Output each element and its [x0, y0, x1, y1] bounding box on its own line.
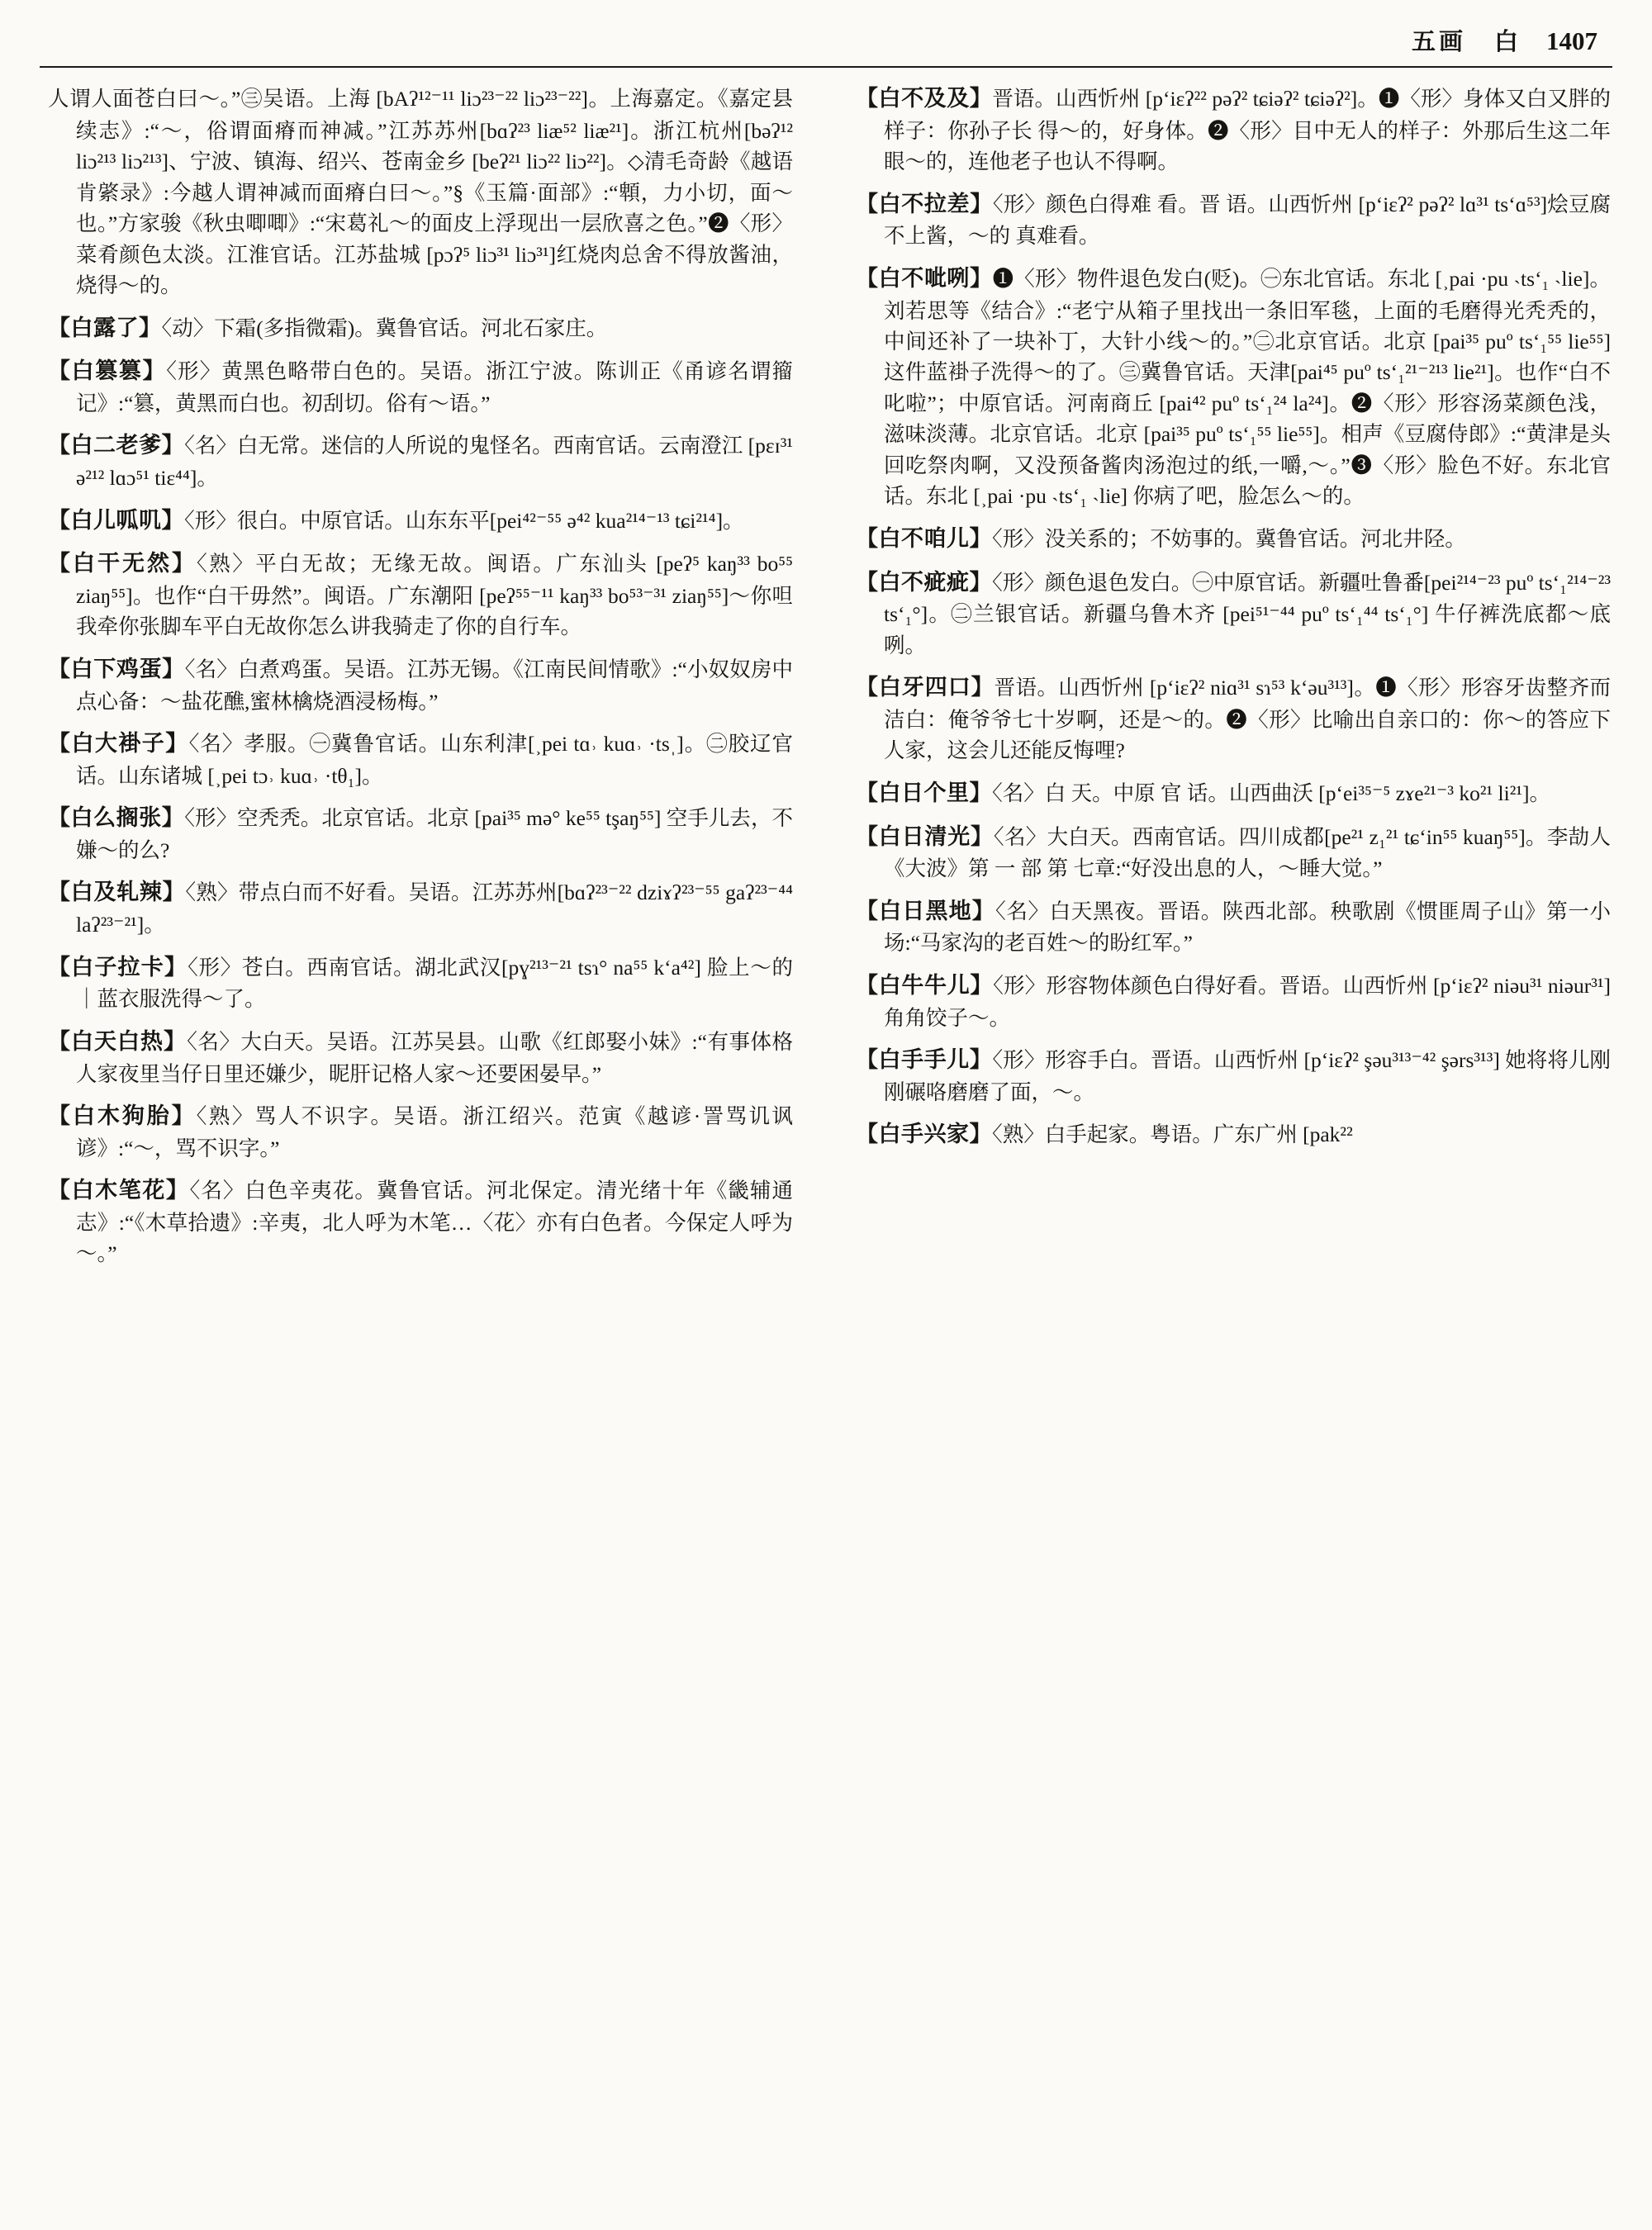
- entry-body: 〈形〉很白。中原官话。山东东平[pei⁴²⁻⁵⁵ ə⁴² kua²¹⁴⁻¹³ tɕi²¹⁴]。: [184, 508, 744, 533]
- entry-body: 〈熟〉带点白而不好看。吴语。江苏苏州[bɑʔ²³⁻²² dziɤʔ²³⁻⁵⁵ gaʔ²³⁻⁴⁴ laʔ²³⁻²¹]。: [76, 880, 794, 937]
- page-number: 1407: [1546, 26, 1597, 55]
- dictionary-entry: [48, 83, 793, 301]
- dictionary-entry: [856, 567, 1611, 662]
- entry-body: 〈名〉大白天。西南官话。四川成都[pe²¹ z₁²¹ tɕʻin⁵⁵ kuaŋ⁵⁵]。李劼人《大波》第 一 部 第 七章:“好没出息的人，～睡大觉。”: [884, 824, 1611, 881]
- column-right: [826, 83, 1619, 2197]
- dictionary-entry: [48, 728, 793, 791]
- page-columns: [33, 83, 1619, 2197]
- entry-headword: 【白干无然】: [48, 551, 197, 576]
- entry-headword: 【白儿呱叽】: [48, 507, 184, 533]
- dictionary-entry: [856, 1118, 1611, 1151]
- dictionary-entry: [48, 355, 793, 419]
- dictionary-entry: [48, 1026, 793, 1089]
- dictionary-entry: [48, 312, 793, 345]
- entry-headword: 【白及轧辣】: [48, 880, 186, 905]
- entry-body: 〈形〉空秃秃。北京官话。北京 [pai³⁵ mə° ke⁵⁵ tşaŋ⁵⁵] 空手儿去，不嫌～的么?: [76, 806, 794, 862]
- dictionary-entry: [48, 1174, 793, 1269]
- dictionary-entry: [856, 777, 1611, 810]
- header-character: 白: [1493, 29, 1518, 55]
- dictionary-entry: [856, 1044, 1611, 1108]
- dictionary-entry: [856, 821, 1611, 885]
- entry-headword: 【白下鸡蛋】: [48, 656, 185, 681]
- entry-body: 〈形〉形容物体颜色白得好看。晋语。山西忻州 [pʻiɛʔ² niəu³¹ niəur³¹] 角角饺子～。: [884, 973, 1611, 1030]
- entry-headword: 【白么搁张】: [48, 805, 185, 831]
- entry-body: 〈名〉大白天。吴语。江苏吴县。山歌《红郎娶小妹》:“有事体格人家夜里当仔日里还嫌少，昵肝记格人家～还要困晏早。”: [76, 1029, 794, 1086]
- entry-headword: 【白大褂子】: [48, 731, 189, 757]
- entry-body: 晋语。山西忻州 [pʻiɛʔ² niɑ³¹ sɿ⁵³ kʻəu³¹³]。❶〈形〉形容牙齿整齐而洁白：俺爷爷七十岁啊，还是～的。❷〈形〉比喻出自亲口的：你～的答应下人家，这会儿还能反悔哩?: [884, 676, 1612, 763]
- header-divider: [40, 66, 1612, 68]
- column-left: [33, 83, 826, 2197]
- entry-body: 〈名〉白无常。迷信的人所说的鬼怪名。西南官话。云南澄江 [pɛɪ³¹ ə²¹² lɑɔ⁵¹ tiɛ⁴⁴]。: [76, 434, 794, 491]
- dictionary-entry: [48, 802, 793, 866]
- entry-body: 人谓人面苍白曰～。”㊂吴语。上海 [bAʔ¹²⁻¹¹ liɔ²³⁻²² liɔ²³⁻²²]。上海嘉定。《嘉定县续志》:“～，俗谓面瘠而神减。”江苏苏州[bɑʔ²³ liæ⁵² liæ²¹]。浙江杭州[bəʔ¹² liɔ²¹³ liɔ²¹³]、宁波、镇海、绍兴、苍南金乡 [beʔ²¹ liɔ²² liɔ²²]。◇清毛奇龄《越语肯綮录》:今越人谓神减而面瘠白曰～。”§《玉篇·面部》:“䫌，力小切，面～也。”方家骏《秋虫唧唧》:“宋葛礼～的面皮上浮现出一层欣喜之色。”❷〈形〉菜肴颜色太淡。江淮官话。江苏盐城 [pɔʔ⁵ liɔ³¹ liɔ³¹]红烧肉总舍不得放酱油，烧得～的。: [48, 87, 793, 298]
- entry-headword: 【白牙四口】: [856, 675, 995, 700]
- dictionary-entry: [856, 895, 1611, 959]
- entry-headword: 【白不及及】: [856, 86, 993, 111]
- entry-body: 〈形〉苍白。西南官话。湖北武汉[pɣ²¹³⁻²¹ tsɿ° na⁵⁵ kʻa⁴²] 脸上～的｜蓝衣服洗得～了。: [76, 955, 794, 1012]
- entry-headword: 【白不疵疵】: [856, 569, 993, 595]
- entry-body: 〈形〉颜色白得难 看。晋 语。山西忻州 [pʻiɛʔ² pəʔ² lɑ³¹ tsʻɑ⁵³]烩豆腐不上酱，～的 真难看。: [884, 192, 1612, 249]
- page-header: [33, 23, 1619, 61]
- entry-body: 〈形〉黄黑色略带白色的。吴语。浙江宁波。陈训正《甬谚名谓籀记》:“篡，黄黑而白也。初刮切。俗有～语。”: [76, 359, 793, 415]
- dictionary-entry: [48, 951, 793, 1015]
- entry-headword: 【白不咱儿】: [856, 525, 992, 551]
- entry-headword: 【白日黑地】: [856, 898, 995, 923]
- entry-headword: 【白天白热】: [48, 1028, 188, 1054]
- entry-body: 〈名〉白色辛夷花。冀鲁官话。河北保定。清光绪十年《畿辅通志》:“《木草拾遗》:辛夷，北人呼为木笔…〈花〉亦有白色者。今保定人呼为～。”: [76, 1179, 793, 1266]
- entry-body: 〈熟〉白手起家。粤语。广东广州 [pak²²: [992, 1122, 1353, 1147]
- entry-body: 〈熟〉骂人不识字。吴语。浙江绍兴。范寅《越谚·詈骂讥讽谚》:“～，骂不识字。”: [76, 1104, 793, 1160]
- dictionary-entry: [48, 505, 793, 538]
- entry-headword: 【白日个里】: [856, 780, 992, 805]
- dictionary-entry: [48, 876, 793, 940]
- entry-headword: 【白不拉差】: [856, 191, 993, 216]
- entry-body: 〈形〉没关系的；不妨事的。冀鲁官话。河北井陉。: [992, 526, 1466, 551]
- entry-body: 晋语。山西忻州 [pʻiɛʔ²² pəʔ² tɕiəʔ² tɕiəʔ²]。❶〈形〉身体又白又胖的样子：你孙子长 得～的，好身体。❷〈形〉目中无人的样子：外那后生这二年眼～的，连他老子也认不得啊。: [884, 87, 1611, 174]
- entry-body: 〈名〉白煮鸡蛋。吴语。江苏无锡。《江南民间情歌》:“小奴奴房中点心备：～盐花醮,蜜林檎烧酒浸杨梅。”: [76, 657, 794, 714]
- entry-body: 〈熟〉平白无故；无缘无故。闽语。广东汕头 [peʔ⁵ kaŋ³³ bo⁵⁵ ziaŋ⁵⁵]。也作“白干毋然”。闽语。广东潮阳 [peʔ⁵⁵⁻¹¹ kaŋ³³ bo⁵³⁻³¹ ziaŋ⁵⁵]～你呾我牵你张脚车平白无故你怎么讲我骑走了你的自行车。: [76, 552, 794, 639]
- dictionary-entry: [856, 188, 1611, 252]
- entry-headword: 【白露了】: [48, 315, 162, 340]
- dictionary-entry: [856, 263, 1611, 512]
- dictionary-entry: [856, 523, 1611, 556]
- entry-body: ❶〈形〉物件退色发白(贬)。㊀东北官话。东北 [˲pai ·pu ˴tsʻ₁ ˴lie]。刘若思等《结合》:“老宁从箱子里找出一条旧军毯，上面的毛磨得光秃秃的，中间还补了一块补丁，大针小线～的。”㊁北京官话。北京 [pai³⁵ puº tsʻ₁⁵⁵ lie⁵⁵] 这件蓝褂子洗得～的了。㊂冀鲁官话。天津[pai⁴⁵ puº tsʻ₁²¹⁻²¹³ lie²¹]。也作“白不叱啦”；中原官话。河南商丘 [pai⁴² puº tsʻ₁²⁴ la²⁴]。❷〈形〉形容汤菜颜色浅，滋味淡薄。北京官话。北京 [pai³⁵ puº tsʻ₁⁵⁵ lie⁵⁵]。相声《豆腐侍郎》:“黄津是头回吃祭肉啊，又没预备酱肉汤泡过的纸,一嚼,～。”❸〈形〉脸色不好。东北官话。东北 [˲pai ·pu ˴tsʻ₁ ˴lie] 你病了吧，脸怎么～的。: [884, 266, 1612, 509]
- entry-body: 〈形〉颜色退色发白。㊀中原官话。新疆吐鲁番[pei²¹⁴⁻²³ puº tsʻ₁²¹⁴⁻²³ tsʻ₁°]。㊁兰银官话。新疆乌鲁木齐 [pei⁵¹⁻⁴⁴ puº tsʻ₁⁴⁴ tsʻ₁°] 牛仔裤洗底都～底咧。: [884, 570, 1611, 657]
- dictionary-entry: [856, 83, 1611, 178]
- entry-headword: 【白手手儿】: [856, 1047, 993, 1073]
- dictionary-entry: [48, 548, 793, 643]
- entry-headword: 【白二老爹】: [48, 433, 185, 458]
- entry-body: 〈形〉形容手白。晋语。山西忻州 [pʻiɛʔ² şəu³¹³⁻⁴² şərs³¹³] 她将将儿刚刚碾咯磨磨了面，～。: [884, 1048, 1612, 1104]
- entry-body: 〈名〉白 天。中原 官 话。山西曲沃 [pʻei³⁵⁻⁵ zɤe²¹⁻³ ko²¹ li²¹]。: [992, 780, 1550, 805]
- dictionary-entry: [856, 671, 1611, 766]
- entry-headword: 【白子拉卡】: [48, 954, 188, 980]
- header-section: 五画: [1411, 29, 1466, 55]
- entry-body: 〈名〉白天黑夜。晋语。陕西北部。秧歌剧《惯匪周子山》第一小场:“马家沟的老百姓～的盼红军。”: [884, 899, 1611, 956]
- entry-body: 〈名〉孝服。㊀冀鲁官话。山东利津[˲pei tɑ˒ kuɑ˒ ·tsˌ]。㊁胶辽官话。山东诸城 [˲pei tɔ˒ kuɑ˒ ·tθ₁]。: [76, 732, 793, 788]
- dictionary-entry: [48, 1100, 793, 1164]
- dictionary-entry: [48, 429, 793, 493]
- entry-headword: 【白日清光】: [856, 823, 994, 849]
- entry-headword: 【白手兴家】: [856, 1122, 992, 1147]
- entry-headword: 【白木狗胎】: [48, 1103, 197, 1128]
- dictionary-entry: [48, 653, 793, 717]
- entry-headword: 【白木笔花】: [48, 1178, 190, 1203]
- entry-body: 〈动〉下霜(多指微霜)。冀鲁官话。河北石家庄。: [161, 316, 608, 340]
- entry-headword: 【白篡篡】: [48, 358, 167, 384]
- dictionary-entry: [856, 970, 1611, 1033]
- entry-headword: 【白牛牛儿】: [856, 972, 994, 998]
- entry-headword: 【白不呲咧】: [856, 265, 993, 291]
